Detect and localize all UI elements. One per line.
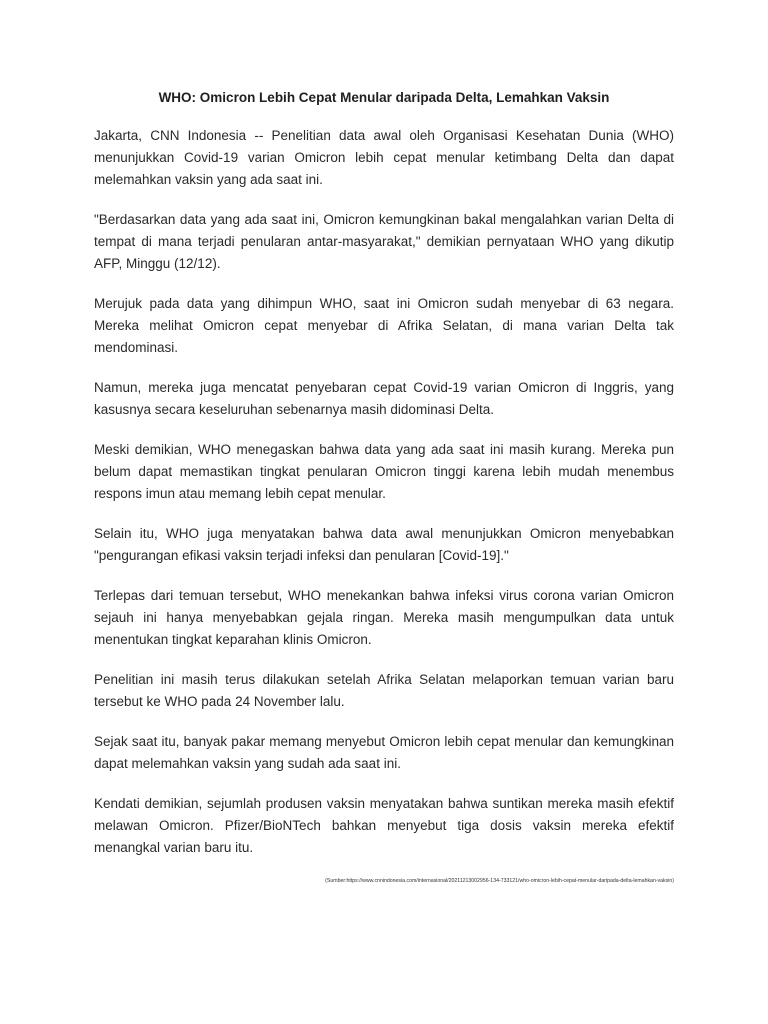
article-paragraph-3: Merujuk pada data yang dihimpun WHO, saat ini Omicron sudah menyebar di 63 negara. Mereka melihat Omicron cepat menyebar di Afrika Selatan, di mana varian Delta tak mendominasi.: [94, 296, 674, 355]
article-paragraph-1: Jakarta, CNN Indonesia -- Penelitian data awal oleh Organisasi Kesehatan Dunia (WHO) menunjukkan Covid-19 varian Omicron lebih cepat menular ketimbang Delta dan dapat melemahkan vaksin yang ada saat ini.: [94, 128, 674, 187]
article-paragraph-8: Penelitian ini masih terus dilakukan setelah Afrika Selatan melaporkan temuan varian baru tersebut ke WHO pada 24 November lalu.: [94, 672, 674, 709]
article-paragraph-10: Kendati demikian, sejumlah produsen vaksin menyatakan bahwa suntikan mereka masih efektif melawan Omicron. Pfizer/BioNTech bahkan menyebut tiga dosis vaksin mereka efektif menangkal varian baru itu.: [94, 796, 674, 855]
article-title: WHO: Omicron Lebih Cepat Menular daripada Delta, Lemahkan Vaksin: [158, 90, 610, 105]
article-paragraph-6: Selain itu, WHO juga menyatakan bahwa data awal menunjukkan Omicron menyebabkan "pengurangan efikasi vaksin terjadi infeksi dan penularan [Covid-19].": [94, 526, 674, 563]
article-paragraph-5: Meski demikian, WHO menegaskan bahwa data yang ada saat ini masih kurang. Mereka pun belum dapat memastikan tingkat penularan Omicron tinggi karena lebih mudah menembus respons imun atau memang lebih cepat menular.: [94, 442, 674, 501]
article-paragraph-9: Sejak saat itu, banyak pakar memang menyebut Omicron lebih cepat menular dan kemungkinan dapat melemahkan vaksin yang sudah ada saat ini.: [94, 734, 674, 771]
source-citation: (Sumber:https://www.cnnindonesia.com/internasional/20211213002956-134-733121/who-omicron-lebih-cepat-menular-daripada-delta-lemahkan-vaksin): [325, 878, 674, 884]
document-page: [94, 88, 674, 885]
article-paragraph-7: Terlepas dari temuan tersebut, WHO menekankan bahwa infeksi virus corona varian Omicron sejauh ini hanya menyebabkan gejala ringan. Mereka masih mengumpulkan data untuk menentukan tingkat keparahan klinis Omicron.: [94, 588, 674, 647]
article-paragraph-4: Namun, mereka juga mencatat penyebaran cepat Covid-19 varian Omicron di Inggris, yang kasusnya secara keseluruhan sebenarnya masih didominasi Delta.: [94, 380, 674, 417]
article-paragraph-2: "Berdasarkan data yang ada saat ini, Omicron kemungkinan bakal mengalahkan varian Delta di tempat di mana terjadi penularan antar-masyarakat," demikian pernyataan WHO yang dikutip AFP, Minggu (12/12).: [94, 212, 674, 271]
